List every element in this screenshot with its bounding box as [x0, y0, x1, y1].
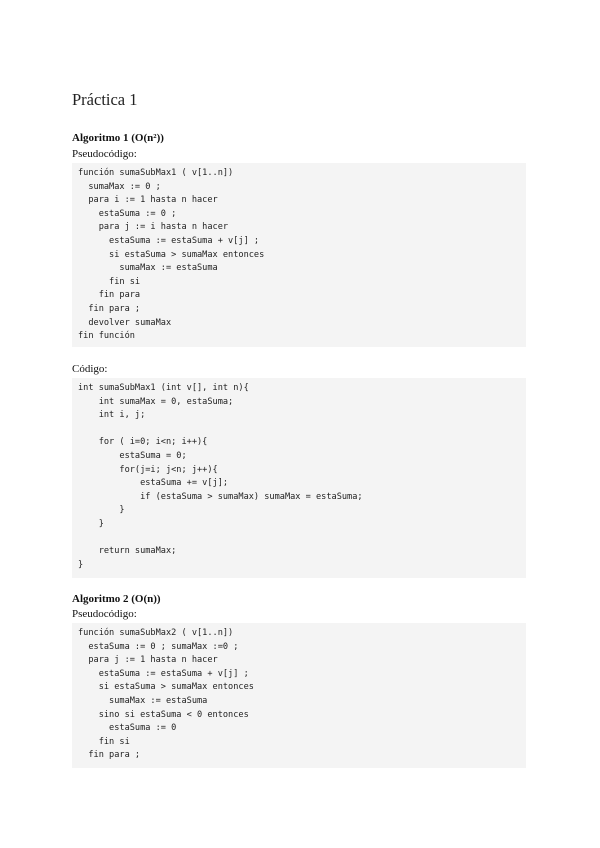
pseudo-line: sumaMax := estaSuma: [78, 263, 218, 274]
pseudo-line: fin para ;: [78, 750, 141, 761]
pseudo-line: estaSuma := estaSuma + v[j] ;: [78, 235, 260, 246]
pseudo-line: sino si estaSuma < 0 entonces: [78, 709, 249, 720]
algorithm-1-heading: Algoritmo 1 (O(n²)): [72, 132, 164, 144]
code-line: }: [78, 505, 125, 516]
pseudo-line: fin para: [78, 290, 141, 301]
pseudo-line: función sumaSubMax1 ( v[1..n]): [78, 168, 234, 178]
code-line: [78, 423, 520, 437]
algorithm-1-code-block: [72, 378, 526, 578]
pseudo-line: estaSuma := 0: [78, 723, 177, 734]
page-title: Práctica 1: [72, 90, 138, 109]
pseudo-line: estaSuma := 0 ;: [78, 208, 177, 219]
pseudo-line: para j := i hasta n hacer: [78, 222, 229, 233]
pseudo-line: si estaSuma > sumaMax entonces: [78, 249, 265, 260]
code-line: if (estaSuma > sumaMax) sumaMax = estaSuma;: [78, 491, 363, 502]
code-line: for(j=i; j<n; j++){: [78, 464, 218, 475]
pseudo-line: fin para ;: [78, 303, 141, 314]
pseudo-line: para j := 1 hasta n hacer: [78, 655, 218, 666]
code-line: estaSuma = 0;: [78, 450, 187, 461]
code-line: for ( i=0; i<n; i++){: [78, 437, 208, 448]
code-line: int i, j;: [78, 410, 146, 421]
algorithm-1-code-label: Código:: [72, 363, 108, 375]
pseudo-line: si estaSuma > sumaMax entonces: [78, 682, 254, 693]
pseudo-line: función sumaSubMax2 ( v[1..n]): [78, 628, 234, 638]
pseudo-line: estaSuma := 0 ; sumaMax :=0 ;: [78, 641, 239, 652]
algorithm-1-pseudocode-block: [72, 163, 526, 347]
pseudo-line: sumaMax := estaSuma: [78, 695, 208, 706]
algorithm-1-pseudocode-label: Pseudocódigo:: [72, 148, 137, 160]
algorithm-2-pseudocode-label: Pseudocódigo:: [72, 608, 137, 620]
code-line: int sumaMax = 0, estaSuma;: [78, 396, 234, 407]
code-line: return sumaMax;: [78, 546, 177, 557]
pseudo-line: devolver sumaMax: [78, 317, 172, 328]
pseudo-line: fin si: [78, 736, 130, 747]
code-line: int sumaSubMax1 (int v[], int n){: [78, 383, 249, 393]
pseudo-line: fin si: [78, 276, 141, 287]
code-line: estaSuma += v[j];: [78, 478, 229, 489]
code-line: }: [78, 518, 104, 529]
pseudo-line: para i := 1 hasta n hacer: [78, 195, 218, 206]
pseudo-line: fin función: [78, 331, 135, 342]
algorithm-2-heading: Algoritmo 2 (O(n)): [72, 593, 161, 605]
code-line: }: [78, 559, 84, 570]
pseudo-line: estaSuma := estaSuma + v[j] ;: [78, 668, 249, 679]
algorithm-2-pseudocode-block: [72, 623, 526, 768]
code-line: [78, 532, 520, 546]
pseudo-line: sumaMax := 0 ;: [78, 181, 161, 192]
